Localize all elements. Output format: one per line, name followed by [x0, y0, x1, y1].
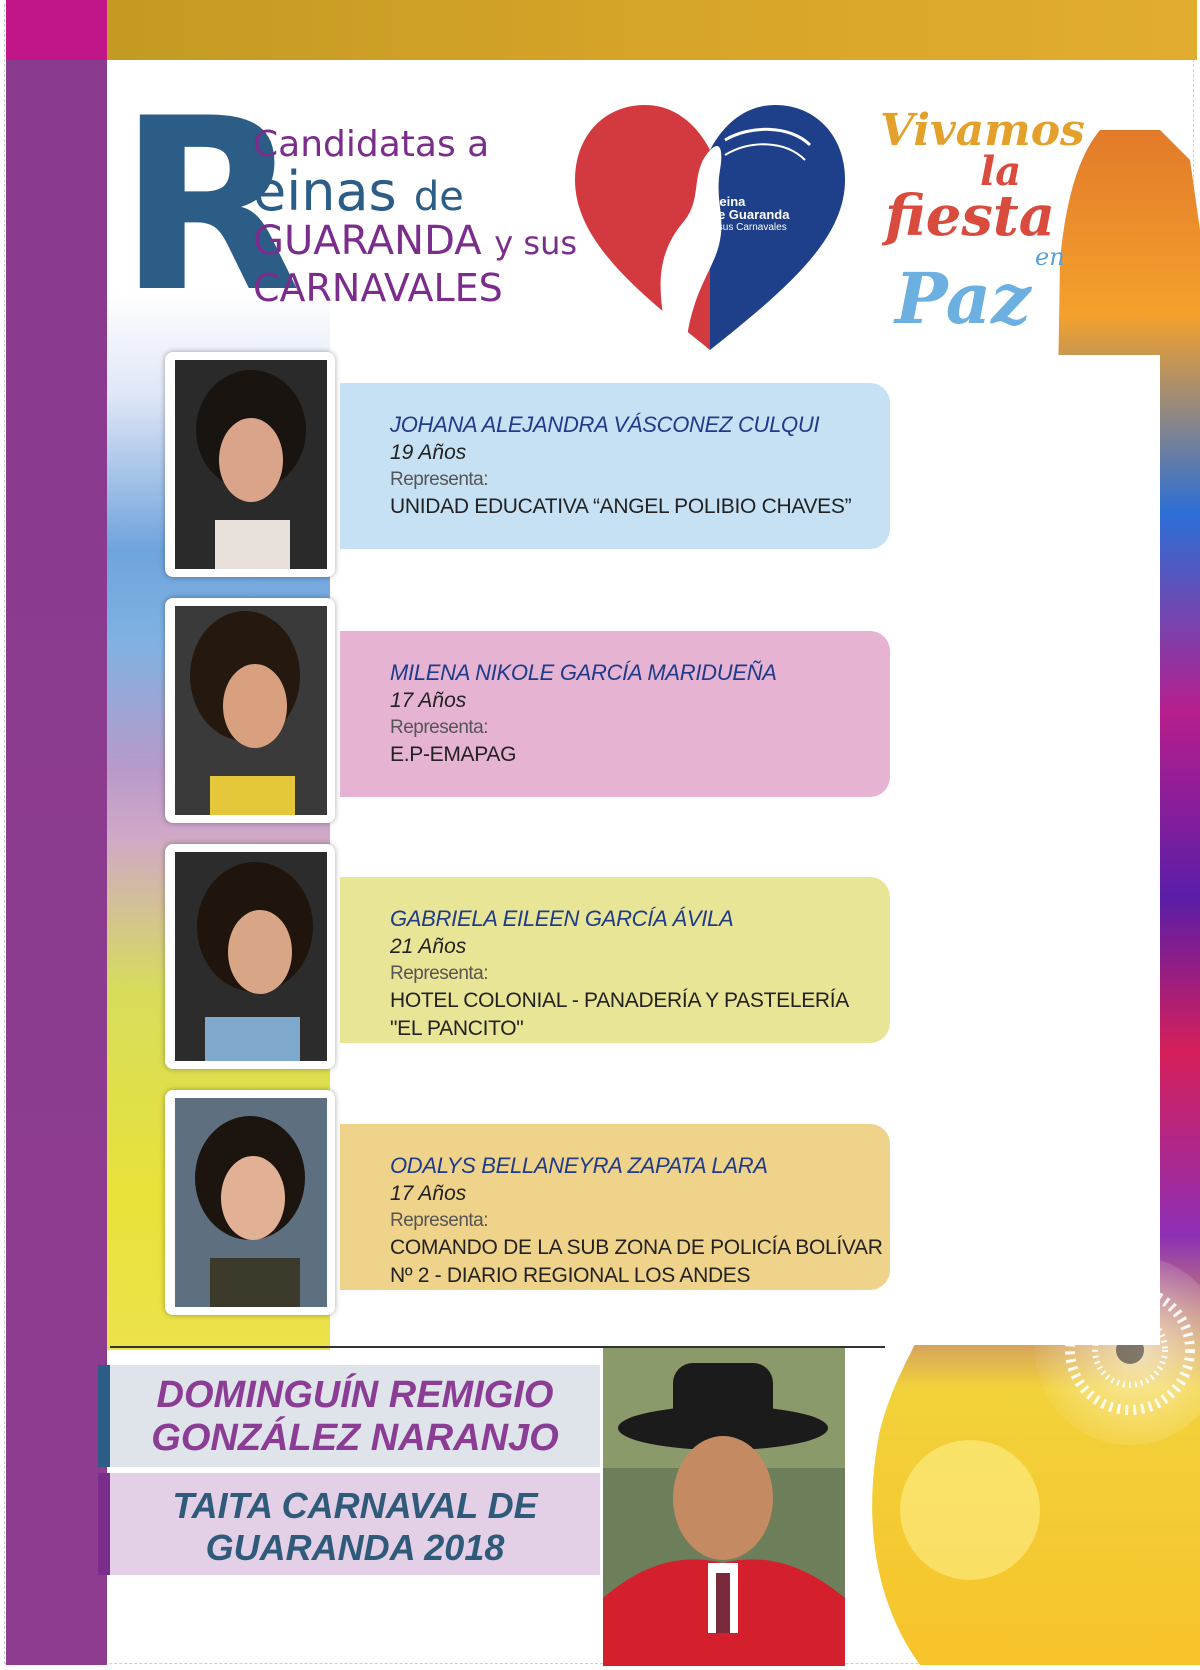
- candidate-age: 19 Años: [390, 441, 467, 464]
- heart-logo-line-1: Reina: [710, 194, 746, 209]
- heart-logo-line-2: de Guaranda: [710, 207, 790, 222]
- candidate-organization: COMANDO DE LA SUB ZONA DE POLICÍA BOLÍVAR: [390, 1236, 883, 1259]
- candidate-photo: [175, 852, 327, 1061]
- vivamos-word-2: la: [980, 148, 1022, 195]
- candidate-photo: [175, 606, 327, 815]
- taita-photo: [603, 1348, 845, 1666]
- title-line-2: [253, 160, 464, 223]
- candidate-photo-frame: [165, 844, 335, 1069]
- taita-name-line-2: GONZÁLEZ NARANJO: [151, 1417, 559, 1459]
- title-line-3: [253, 218, 577, 264]
- candidate-organization-line-2: "EL PANCITO": [390, 1017, 524, 1040]
- candidate-info-box: [340, 877, 890, 1043]
- title-line-3-main: GUARANDA: [253, 218, 482, 264]
- candidate-info-box: [340, 1124, 890, 1290]
- taita-name-line-1: DOMINGUÍN REMIGIO: [156, 1374, 554, 1416]
- candidate-organization-line-2: Nº 2 - DIARIO REGIONAL LOS ANDES: [390, 1264, 751, 1287]
- taita-title-accent-bar: [98, 1473, 110, 1575]
- taita-name-accent-bar: [98, 1365, 110, 1467]
- candidate-organization: UNIDAD EDUCATIVA “ANGEL POLIBIO CHAVES”: [390, 495, 852, 518]
- title-big-letter: R: [118, 68, 296, 345]
- candidate-age: 17 Años: [390, 1182, 467, 1205]
- candidate-name: GABRIELA EILEEN GARCÍA ÁVILA: [390, 906, 734, 931]
- candidate-age: 17 Años: [390, 689, 467, 712]
- taita-title-line-1: TAITA CARNAVAL DE: [172, 1485, 538, 1526]
- guitar-neck-overlay: [860, 130, 1200, 1665]
- taita-name: [112, 1374, 598, 1460]
- candidate-photo-frame: [165, 352, 335, 577]
- heart-logo-line-3: y sus Carnavales: [710, 222, 787, 233]
- candidate-name: ODALYS BELLANEYRA ZAPATA LARA: [390, 1153, 768, 1178]
- candidate-photo-frame: [165, 598, 335, 823]
- title-line-3-small: y sus: [494, 224, 578, 262]
- title-line-4: CARNAVALES: [253, 266, 503, 310]
- title-line-2-main: einas: [253, 160, 397, 223]
- candidate-organization: HOTEL COLONIAL - PANADERÍA Y PASTELERÍA: [390, 989, 850, 1012]
- taita-title-line-2: GUARANDA 2018: [205, 1527, 505, 1568]
- candidate-info-box: [340, 383, 890, 549]
- candidate-represents-label: Representa:: [390, 717, 489, 738]
- heart-logo-text: [710, 195, 830, 234]
- title-line-1: Candidatas a: [253, 124, 490, 165]
- title-line-2-small: de: [413, 174, 464, 220]
- taita-title: [112, 1485, 598, 1569]
- top-band-magenta: [6, 0, 107, 60]
- candidate-photo: [175, 1098, 327, 1307]
- candidate-age: 21 Años: [390, 935, 467, 958]
- candidate-represents-label: Representa:: [390, 963, 489, 984]
- candidate-info-box: [340, 631, 890, 797]
- vivamos-la-fiesta-logo: [870, 95, 1110, 355]
- vivamos-word-1: Vivamos: [880, 105, 1085, 156]
- left-purple-strip: [6, 60, 107, 1665]
- candidate-photo: [175, 360, 327, 569]
- candidate-name: MILENA NIKOLE GARCÍA MARIDUEÑA: [390, 660, 777, 685]
- vivamos-word-5: Paz: [895, 257, 1031, 340]
- candidate-name: JOHANA ALEJANDRA VÁSCONEZ CULQUI: [390, 412, 820, 437]
- candidate-photo-frame: [165, 1090, 335, 1315]
- candidate-represents-label: Representa:: [390, 1210, 489, 1231]
- candidate-organization: E.P-EMAPAG: [390, 743, 517, 766]
- vivamos-word-4: en: [1035, 243, 1065, 271]
- vivamos-word-3: fiesta: [885, 183, 1056, 249]
- heart-logo: [575, 100, 845, 370]
- candidate-represents-label: Representa:: [390, 469, 489, 490]
- top-band-gold: [107, 0, 1197, 60]
